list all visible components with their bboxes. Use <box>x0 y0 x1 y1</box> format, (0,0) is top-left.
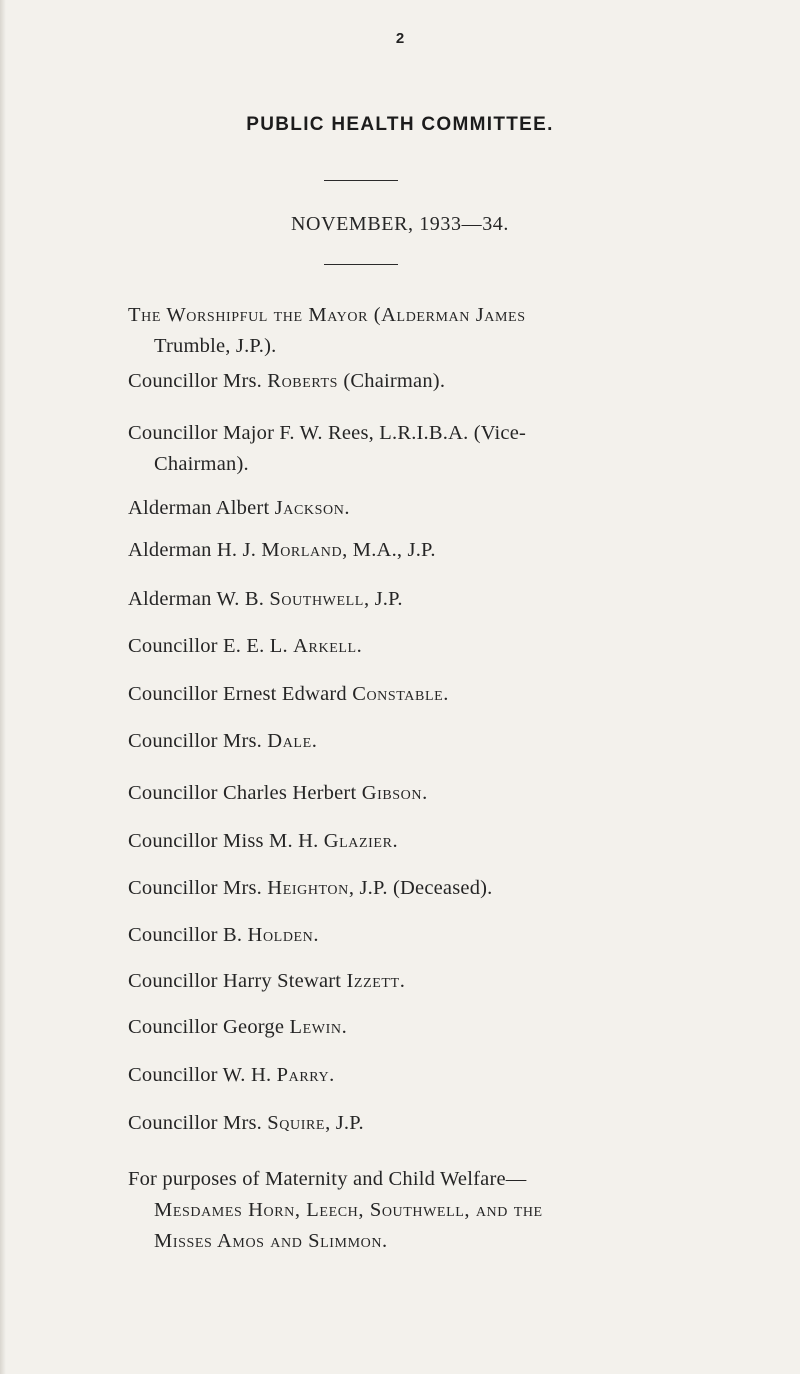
member-suffix: , J.P. <box>363 588 403 610</box>
member-surname: Dale <box>267 730 312 752</box>
member-suffix: . <box>356 635 362 657</box>
member-suffix: , J.P. <box>325 1112 364 1134</box>
heading-divider <box>324 180 398 181</box>
member-suffix: . <box>329 1064 335 1086</box>
member-line-continued: Chairman). <box>154 453 249 475</box>
member-prefix: Councillor Harry Stewart <box>128 970 347 992</box>
member-surname: Jackson <box>274 497 345 519</box>
page-number: 2 <box>395 30 405 47</box>
member-entry <box>128 366 698 397</box>
member-entry <box>128 679 698 710</box>
member-suffix: . <box>422 782 428 804</box>
member-prefix: Councillor Mrs. <box>128 877 268 899</box>
member-entry <box>128 873 698 904</box>
member-surname: Southwell <box>269 588 364 610</box>
member-surname: Morland <box>261 539 343 561</box>
member-entry <box>128 778 698 809</box>
member-entry <box>128 535 698 566</box>
member-surname: Izzett <box>346 970 400 992</box>
member-entry <box>128 584 698 615</box>
member-surname: Holden <box>247 924 314 946</box>
member-suffix: , J.P. (Deceased). <box>348 877 493 899</box>
member-surname: Lewin <box>289 1016 342 1038</box>
member-suffix: . <box>392 830 398 852</box>
member-surname: Parry <box>276 1064 330 1086</box>
member-prefix: Alderman W. B. <box>128 588 270 610</box>
member-entry <box>128 920 698 951</box>
member-entry <box>128 726 698 757</box>
period-divider <box>324 264 398 265</box>
member-suffix: (Chairman). <box>338 370 446 392</box>
member-entry-mayor <box>128 300 698 362</box>
member-prefix: Councillor Mrs. <box>128 1112 268 1134</box>
note-line: For purposes of Maternity and Child Welfare— <box>128 1168 527 1190</box>
member-entry <box>128 418 698 480</box>
member-prefix: Alderman H. J. <box>128 539 262 561</box>
member-prefix: Councillor Mrs. <box>128 730 268 752</box>
member-suffix: . <box>311 730 318 752</box>
member-prefix: Alderman Albert <box>128 497 275 519</box>
member-entry <box>128 1060 698 1091</box>
member-entry <box>128 826 698 857</box>
member-entry <box>128 1012 698 1043</box>
period-date: NOVEMBER, 1933—34. <box>290 213 510 235</box>
member-suffix: . <box>443 683 449 705</box>
maternity-welfare-note <box>128 1164 698 1257</box>
member-prefix: Councillor George <box>128 1016 290 1038</box>
member-line-continued: Trumble, J.P.). <box>154 335 277 357</box>
note-line-continued: Mesdames Horn, Leech, Southwell, and the <box>154 1199 543 1221</box>
member-surname: Arkell <box>293 635 357 657</box>
member-surname: Roberts <box>267 370 339 392</box>
member-surname: Gibson <box>361 782 423 804</box>
member-entry <box>128 966 698 997</box>
page-edge-shadow <box>0 0 6 1374</box>
member-prefix: Councillor Charles Herbert <box>128 782 362 804</box>
member-entry <box>128 631 698 662</box>
member-line: Councillor Major F. W. Rees, L.R.I.B.A. (Vice- <box>128 422 527 444</box>
member-surname: Heighton <box>267 877 349 899</box>
member-entry <box>128 1108 698 1139</box>
member-prefix: Councillor Miss M. H. <box>128 830 324 852</box>
note-line-continued: Misses Amos and Slimmon. <box>154 1230 388 1252</box>
member-prefix: Councillor Mrs. <box>128 370 268 392</box>
committee-heading: PUBLIC HEALTH COMMITTEE. <box>246 114 554 135</box>
member-suffix: . <box>313 924 319 946</box>
member-line: The Worshipful the Mayor (Alderman James <box>128 304 526 326</box>
member-suffix: . <box>344 497 350 519</box>
member-prefix: Councillor Ernest Edward <box>128 683 353 705</box>
member-prefix: Councillor W. H. <box>128 1064 277 1086</box>
member-prefix: Councillor E. E. L. <box>128 635 294 657</box>
member-suffix: . <box>399 970 406 992</box>
member-surname: Squire <box>267 1112 326 1134</box>
member-surname: Constable <box>352 683 444 705</box>
member-entry <box>128 493 698 524</box>
member-surname: Glazier <box>323 830 393 852</box>
member-suffix: , M.A., J.P. <box>342 539 436 561</box>
member-suffix: . <box>341 1016 347 1038</box>
member-prefix: Councillor B. <box>128 924 248 946</box>
